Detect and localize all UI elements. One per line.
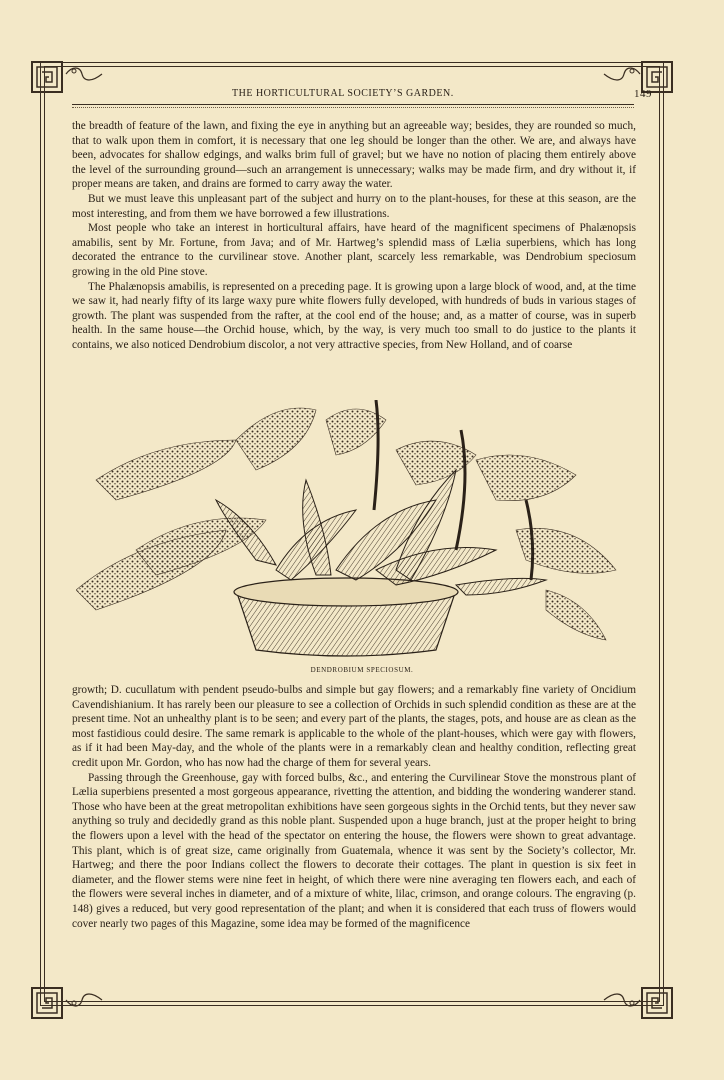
running-head — [72, 88, 652, 102]
paragraph: But we must leave this unpleasant part of the subject and hurry on to the plant-houses, for these at this season, are the most interesting, and from them we have borrowed a few illustrations. — [72, 192, 636, 220]
paragraph: Most people who take an interest in horticultural affairs, have heard of the magnificent specimens of Phalænopsis amabilis, sent by Mr. Fortune, from Java; and of Mr. Hartweg’s splendid mass of Lælia superbiens, which has long decorated the entrance to the curvilinear stove. Another plant, scarcely less remarkable, was Dendrobium speciosum growing in the old Pine stove. — [72, 222, 636, 278]
paragraph: the breadth of feature of the lawn, and fixing the eye in anything but an agreeable way; besides, they are rounded so much, that to walk upon them in comfort, it is necessary that one leg should be longer than the other. We are, and always have been, advocates for shallow edgings, and walks brim full of gravel; but we have no notion of placing them entirely above the level of the surrounding ground—such an arrangement is unnecessary; walks may be made firm, and dry without it, if proper means are taken, and drains are formed to carry away the water. — [72, 120, 636, 191]
body-text-top — [72, 119, 636, 353]
paragraph: growth; D. cucullatum with pendent pseudo-bulbs and simple but gay flowers; and a remarkably fine variety of Oncidium Cavendishianium. It has rarely been our pleasure to see a collection of Orchids in such splendid condition as these are at the present time. Not an unhealthy plant is to be seen; and every part of the plants, the stages, pots, and house are as clean as the most fastidious could desire. The same remark is applicable to the whole of the plant-houses, which were gay with flowers, as if it had been May-day, and the whole of the plants were in a remarkably clean and healthy condition, reflecting great credit upon Mr. Gordon, who has now had the charge of them for several years. — [72, 684, 636, 769]
scroll-ornament-icon — [602, 66, 642, 82]
scroll-ornament-icon — [602, 992, 642, 1008]
running-head-title: THE HORTICULTURAL SOCIETY’S GARDEN. — [232, 88, 454, 99]
paragraph: Passing through the Greenhouse, gay with forced bulbs, &c., and entering the Curvilinear Stove the monstrous plant of Lælia superbiens presented a most gorgeous appearance, rivetting the attention, and bidding the wondering wanderer stand. Those who have been at the great metropolitan exhibitions have seen gorgeous sights in the Orchid tents, but they never saw anything so truly and decidedly grand as this noble plant. Suspended upon a huge branch, just at the proper height to bring the flowers upon a level with the head of the spectator on entering the house, the flowers were shown to great advantage. This plant, which is of great size, came originally from Guatemala, whence it was sent by the Society’s collector, Mr. Hartweg; and there the poor Indians collect the flowers to decorate their cottages. The plant in question is six feet in diameter, and the flower stems were nine feet in height, of which there were nine averaging ten flowers each, and each of the flowers were several inches in diameter, and of a mixture of white, lilac, crimson, and orange colours. The engraving (p. 148) gives a reduced, but very good representation of the plant; and when it is considered that each truss of flowers would cover nearly two pages of this Magazine, some idea may be formed of the magnificence — [72, 771, 636, 930]
corner-ornament-icon — [30, 60, 64, 94]
corner-ornament-icon — [30, 986, 64, 1020]
illustration-caption: DENDROBIUM SPECIOSUM. — [310, 666, 414, 674]
scroll-ornament-icon — [64, 66, 104, 82]
corner-ornament-icon — [640, 986, 674, 1020]
dendrobium-engraving-illustration — [76, 400, 624, 662]
header-rule — [72, 104, 634, 105]
header-rule-dotted — [72, 107, 634, 108]
scroll-ornament-icon — [64, 992, 104, 1008]
paragraph: The Phalænopsis amabilis, is represented on a preceding page. It is growing upon a large block of wood, and, at the time we saw it, had nearly fifty of its large waxy pure white flowers fully developed, with hundreds of buds in various stages of growth. The plant was suspended from the rafter, at the cool end of the house; and, as a matter of course, was in superb health. In the same house—the Orchid house, which, by the way, is very much too small to do justice to the plants it contains, we also noticed Dendrobium discolor, a not very attractive species, from New Holland, and of coarse — [72, 280, 636, 351]
body-text-bottom — [72, 683, 636, 931]
page-number: 149 — [634, 88, 652, 100]
